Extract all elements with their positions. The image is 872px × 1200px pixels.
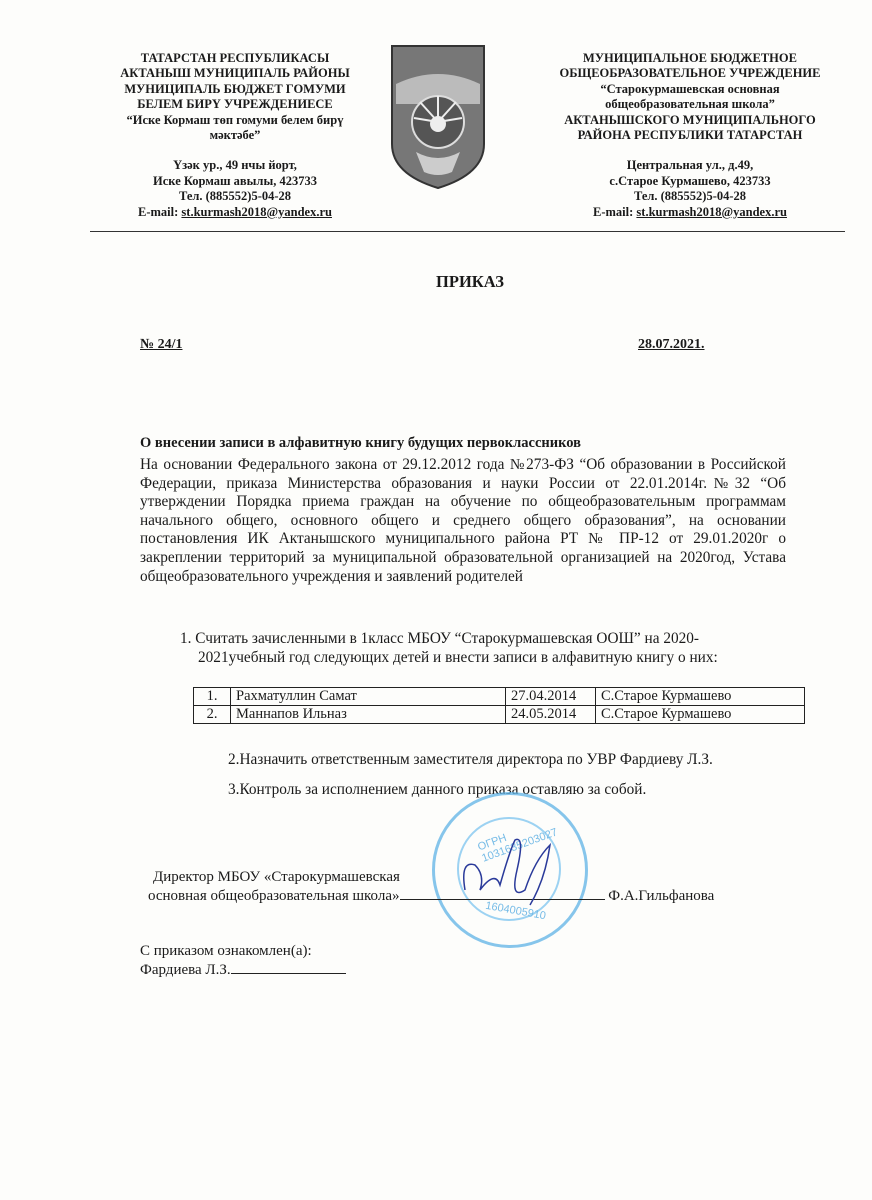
order-date <box>638 337 705 353</box>
header-left-line: АКТАНЫШ МУНИЦИПАЛЬ РАЙОНЫ <box>120 66 350 81</box>
table-row <box>194 706 805 724</box>
header-left-line: “Иске Кормаш төп гомуми белем бирү <box>126 112 344 127</box>
cell-name: Маннапов Ильназ <box>231 706 506 724</box>
cell-dob: 24.05.2014 <box>506 706 596 724</box>
header-left-address: Үзәк ур., 49 нчы йорт, <box>173 158 297 173</box>
coat-of-arms-emblem <box>390 44 486 190</box>
header-right-address: Тел. (885552)5-04-28 <box>633 189 747 204</box>
header-left <box>90 51 380 220</box>
cell-number: 2. <box>194 706 231 724</box>
order-subject: О внесении записи в алфавитную книгу будущих первоклассников <box>140 435 581 451</box>
ack-signature-line <box>231 973 346 974</box>
director-signature-block <box>148 868 714 906</box>
header-left-line: МУНИЦИПАЛЬ БЮДЖЕТ ГОМУМИ <box>124 81 346 96</box>
order-item-1 <box>180 630 718 667</box>
header-right-line: “Старокурмашевская основная <box>600 81 780 96</box>
header-right-line: МУНИЦИПАЛЬНОЕ БЮДЖЕТНОЕ <box>583 51 797 65</box>
order-item-3: 3.Контроль за исполнением данного приказа оставляю за собой. <box>228 781 647 798</box>
header-left-address: Иске Кормаш авылы, 423733 <box>153 173 317 188</box>
cell-place: С.Старое Курмашево <box>596 706 805 724</box>
official-stamp: ОГРН 1031635203027 1604005910 <box>432 792 588 948</box>
header-left-line: ТАТАРСТАН РЕСПУБЛИКАСЫ <box>140 51 330 65</box>
header-right-address: Центральная ул., д.49, <box>626 158 754 173</box>
director-title-line: основная общеобразовательная школа» <box>148 888 400 904</box>
header-left-line: мәктәбе” <box>209 128 261 143</box>
document-title: ПРИКАЗ <box>436 272 504 291</box>
table-row <box>194 688 805 706</box>
ack-label: С приказом ознакомлен(а): <box>140 943 312 959</box>
header-right-line: РАЙОНА РЕСПУБЛИКИ ТАТАРСТАН <box>577 128 803 143</box>
acknowledgement-block <box>140 942 346 980</box>
header-left-line: БЕЛЕМ БИРҮ УЧРЕЖДЕНИЕСЕ <box>137 97 333 112</box>
cell-dob: 27.04.2014 <box>506 688 596 706</box>
handwritten-signature <box>455 830 565 910</box>
order-date-text: 28.07.2021. <box>638 337 705 352</box>
email-link[interactable]: st.kurmash2018@yandex.ru <box>181 204 332 219</box>
order-number-text: № 24/1 <box>140 337 183 352</box>
header-right <box>530 51 850 220</box>
email-link[interactable]: st.kurmash2018@yandex.ru <box>636 204 787 219</box>
order-item-2: 2.Назначить ответственным заместителя директора по УВР Фардиеву Л.З. <box>228 751 713 768</box>
preamble-paragraph: На основании Федерального закона от 29.12.2012 года №273-ФЗ “Об образовании в Российской Федерации, приказа Министерства образования и науки России от 22.01.2014г.№32 “Об утверждении Порядка приема граждан на обучение по общеобразовательным программам начального общего, основного общего и среднего общего образования”, на основании постановления ИК Актанышского муниципального района РТ № ПР-12 от 29.01.2020г о закреплении территорий за муниципальной образовательной организацией на 2020год, Устава общеобразовательного учреждения и заявлений родителей <box>140 456 786 585</box>
email-label: E-mail: <box>593 204 637 219</box>
order-item-1-line: 2021учебный год следующих детей и внести записи в алфавитную книгу о них: <box>198 648 718 666</box>
email-label: E-mail: <box>138 204 182 219</box>
cell-number: 1. <box>194 688 231 706</box>
children-table <box>193 687 805 724</box>
header-right-line: АКТАНЫШСКОГО МУНИЦИПАЛЬНОГО <box>564 112 816 127</box>
order-number <box>140 337 182 353</box>
header-right-address: с.Старое Курмашево, 423733 <box>609 173 771 188</box>
cell-place: С.Старое Курмашево <box>596 688 805 706</box>
cell-name: Рахматуллин Самат <box>231 688 506 706</box>
header-left-address: Тел. (885552)5-04-28 <box>178 189 292 204</box>
header-right-line: ОБЩЕОБРАЗОВАТЕЛЬНОЕ УЧРЕЖДЕНИЕ <box>559 66 821 81</box>
director-title-line: Директор МБОУ «Старокурмашевская <box>153 869 400 885</box>
ack-name: Фардиева Л.З. <box>140 962 231 978</box>
header-divider <box>90 231 845 232</box>
director-name: Ф.А.Гильфанова <box>608 888 715 904</box>
order-item-1-line: 1. Считать зачисленными в 1класс МБОУ “Старокурмашевская ООШ” на 2020- <box>180 630 700 647</box>
header-right-line: общеобразовательная школа” <box>605 97 775 112</box>
